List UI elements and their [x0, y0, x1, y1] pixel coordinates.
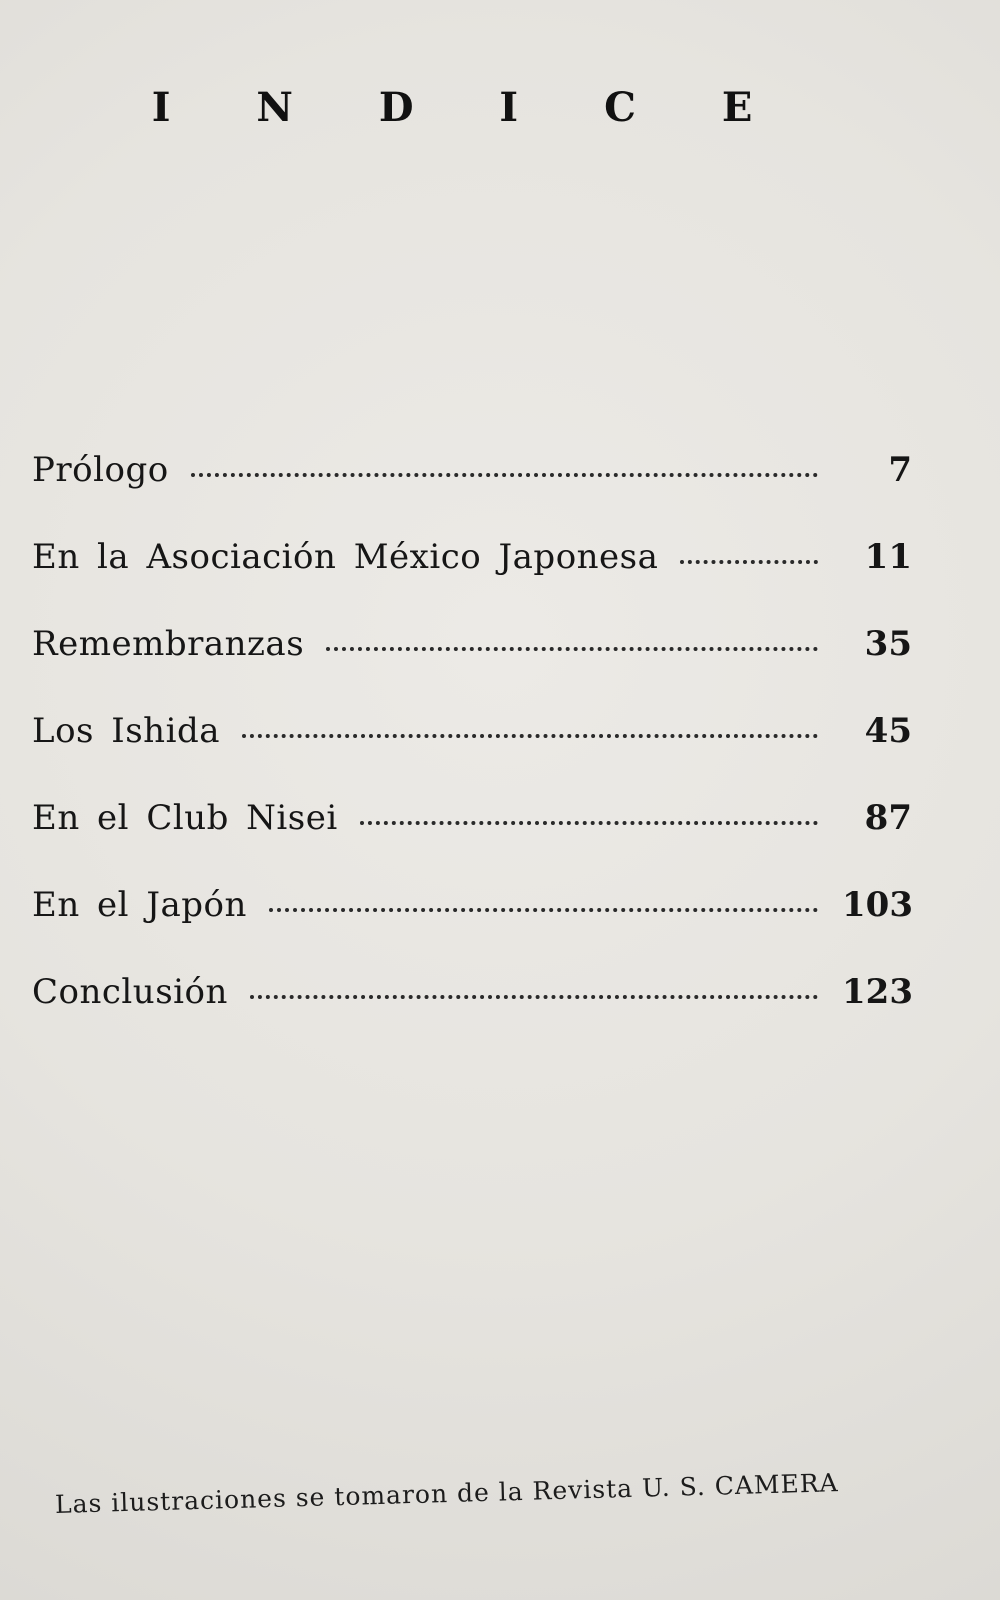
toc-entry-asociacion [32, 537, 912, 624]
dot-leader [242, 734, 818, 738]
table-of-contents [32, 450, 912, 1059]
toc-entry-label: En el Club Nisei [32, 798, 338, 838]
toc-entry-page: 103 [842, 885, 913, 925]
page-title: I N D I C E [151, 84, 789, 131]
toc-entry-conclusion [32, 972, 912, 1059]
dot-leader [360, 821, 818, 825]
toc-entry-prologo [32, 450, 912, 537]
toc-entry-page: 45 [864, 711, 912, 751]
dot-leader [269, 908, 818, 912]
toc-entry-page: 87 [864, 798, 912, 838]
illustrations-credit-note: Las ilustraciones se tomaron de la Revista U. S. CAMERA [54, 1468, 840, 1519]
dot-leader [250, 995, 818, 999]
toc-entry-club-nisei [32, 798, 912, 885]
dot-leader [326, 647, 818, 651]
toc-entry-page: 35 [864, 624, 912, 664]
toc-entry-page: 7 [888, 450, 912, 490]
toc-entry-label: En el Japón [32, 885, 247, 925]
toc-entry-page: 11 [864, 537, 912, 577]
dot-leader [680, 560, 818, 564]
toc-entry-label: Los Ishida [32, 711, 220, 751]
toc-entry-label: Remembranzas [32, 624, 305, 664]
toc-entry-label: Conclusión [32, 972, 228, 1012]
toc-entry-label: Prólogo [32, 450, 169, 490]
toc-entry-japon [32, 885, 912, 972]
toc-entry-ishida [32, 711, 912, 798]
toc-entry-label: En la Asociación México Japonesa [32, 537, 659, 577]
toc-entry-page: 123 [842, 972, 913, 1012]
toc-entry-remembranzas [32, 624, 912, 711]
dot-leader [191, 473, 818, 477]
